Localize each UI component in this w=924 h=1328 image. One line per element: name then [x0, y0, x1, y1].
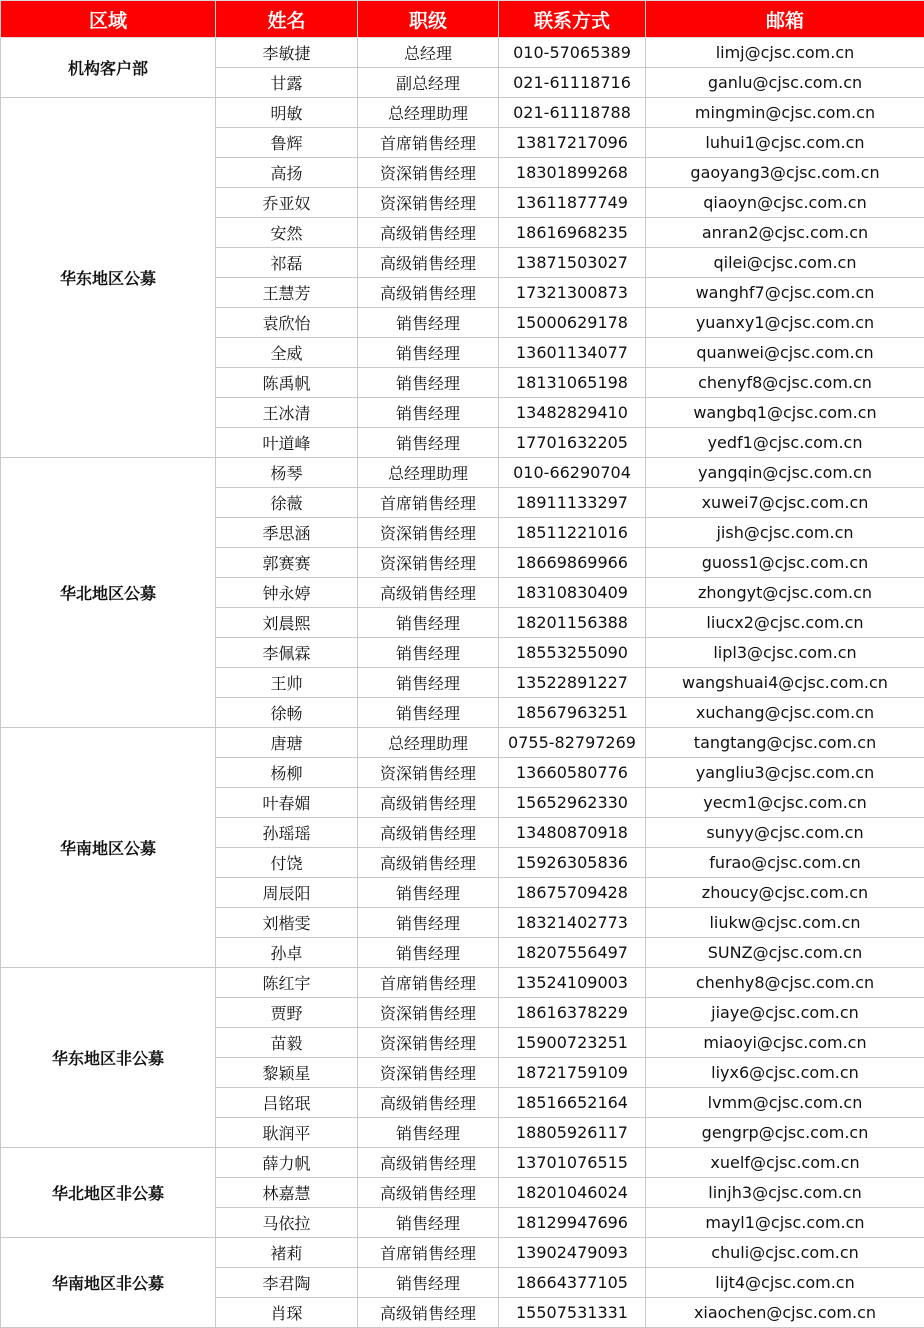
- phone-cell: 18201156388: [499, 608, 646, 638]
- title-cell: 资深销售经理: [358, 758, 499, 788]
- title-cell: 销售经理: [358, 638, 499, 668]
- email-cell: linjh3@cjsc.com.cn: [646, 1178, 924, 1208]
- email-cell: miaoyi@cjsc.com.cn: [646, 1028, 924, 1058]
- table-header: [1, 1, 924, 38]
- title-cell: 资深销售经理: [358, 518, 499, 548]
- name-cell: 苗毅: [216, 1028, 358, 1058]
- title-cell: 高级销售经理: [358, 848, 499, 878]
- header-title: 职级: [358, 1, 499, 38]
- phone-cell: 18675709428: [499, 878, 646, 908]
- name-cell: 袁欣怡: [216, 308, 358, 338]
- table-row: [1, 968, 924, 998]
- phone-cell: 18805926117: [499, 1118, 646, 1148]
- name-cell: 付饶: [216, 848, 358, 878]
- title-cell: 总经理助理: [358, 458, 499, 488]
- email-cell: yangliu3@cjsc.com.cn: [646, 758, 924, 788]
- title-cell: 销售经理: [358, 698, 499, 728]
- title-cell: 销售经理: [358, 308, 499, 338]
- name-cell: 季思涵: [216, 518, 358, 548]
- email-cell: xiaochen@cjsc.com.cn: [646, 1298, 924, 1328]
- phone-cell: 17321300873: [499, 278, 646, 308]
- email-cell: yecm1@cjsc.com.cn: [646, 788, 924, 818]
- title-cell: 销售经理: [358, 668, 499, 698]
- name-cell: 马依拉: [216, 1208, 358, 1238]
- title-cell: 总经理助理: [358, 98, 499, 128]
- email-cell: luhui1@cjsc.com.cn: [646, 128, 924, 158]
- title-cell: 资深销售经理: [358, 1028, 499, 1058]
- table-row: [1, 458, 924, 488]
- region-cell: 华南地区公募: [1, 728, 216, 968]
- title-cell: 销售经理: [358, 368, 499, 398]
- title-cell: 首席销售经理: [358, 968, 499, 998]
- name-cell: 杨柳: [216, 758, 358, 788]
- table-row: [1, 728, 924, 758]
- email-cell: tangtang@cjsc.com.cn: [646, 728, 924, 758]
- email-cell: ganlu@cjsc.com.cn: [646, 68, 924, 98]
- phone-cell: 15652962330: [499, 788, 646, 818]
- header-region: 区域: [1, 1, 216, 38]
- name-cell: 王帅: [216, 668, 358, 698]
- title-cell: 副总经理: [358, 68, 499, 98]
- name-cell: 鲁辉: [216, 128, 358, 158]
- phone-cell: 18207556497: [499, 938, 646, 968]
- title-cell: 资深销售经理: [358, 998, 499, 1028]
- title-cell: 高级销售经理: [358, 818, 499, 848]
- email-cell: yedf1@cjsc.com.cn: [646, 428, 924, 458]
- phone-cell: 18616968235: [499, 218, 646, 248]
- title-cell: 高级销售经理: [358, 788, 499, 818]
- name-cell: 唐瑭: [216, 728, 358, 758]
- email-cell: zhoucy@cjsc.com.cn: [646, 878, 924, 908]
- header-name: 姓名: [216, 1, 358, 38]
- phone-cell: 18129947696: [499, 1208, 646, 1238]
- phone-cell: 18616378229: [499, 998, 646, 1028]
- phone-cell: 13611877749: [499, 188, 646, 218]
- email-cell: chuli@cjsc.com.cn: [646, 1238, 924, 1268]
- phone-cell: 18553255090: [499, 638, 646, 668]
- email-cell: liyx6@cjsc.com.cn: [646, 1058, 924, 1088]
- title-cell: 高级销售经理: [358, 278, 499, 308]
- table-row: [1, 1238, 924, 1268]
- title-cell: 总经理: [358, 38, 499, 68]
- phone-cell: 18201046024: [499, 1178, 646, 1208]
- name-cell: 黎颖星: [216, 1058, 358, 1088]
- name-cell: 叶道峰: [216, 428, 358, 458]
- email-cell: wanghf7@cjsc.com.cn: [646, 278, 924, 308]
- email-cell: SUNZ@cjsc.com.cn: [646, 938, 924, 968]
- title-cell: 高级销售经理: [358, 1088, 499, 1118]
- name-cell: 陈红宇: [216, 968, 358, 998]
- email-cell: anran2@cjsc.com.cn: [646, 218, 924, 248]
- region-cell: 华北地区公募: [1, 458, 216, 728]
- name-cell: 全威: [216, 338, 358, 368]
- name-cell: 孙瑶瑶: [216, 818, 358, 848]
- name-cell: 甘露: [216, 68, 358, 98]
- name-cell: 孙卓: [216, 938, 358, 968]
- email-cell: limj@cjsc.com.cn: [646, 38, 924, 68]
- name-cell: 王慧芳: [216, 278, 358, 308]
- phone-cell: 021-61118788: [499, 98, 646, 128]
- title-cell: 销售经理: [358, 938, 499, 968]
- title-cell: 首席销售经理: [358, 128, 499, 158]
- email-cell: gaoyang3@cjsc.com.cn: [646, 158, 924, 188]
- name-cell: 刘晨熙: [216, 608, 358, 638]
- title-cell: 资深销售经理: [358, 158, 499, 188]
- title-cell: 总经理助理: [358, 728, 499, 758]
- phone-cell: 15926305836: [499, 848, 646, 878]
- name-cell: 贾野: [216, 998, 358, 1028]
- header-row: [1, 1, 924, 38]
- title-cell: 销售经理: [358, 1118, 499, 1148]
- title-cell: 资深销售经理: [358, 188, 499, 218]
- email-cell: wangshuai4@cjsc.com.cn: [646, 668, 924, 698]
- email-cell: sunyy@cjsc.com.cn: [646, 818, 924, 848]
- phone-cell: 13817217096: [499, 128, 646, 158]
- name-cell: 吕铭珉: [216, 1088, 358, 1118]
- name-cell: 安然: [216, 218, 358, 248]
- phone-cell: 13480870918: [499, 818, 646, 848]
- title-cell: 销售经理: [358, 428, 499, 458]
- phone-cell: 18567963251: [499, 698, 646, 728]
- phone-cell: 18669869966: [499, 548, 646, 578]
- phone-cell: 18664377105: [499, 1268, 646, 1298]
- title-cell: 首席销售经理: [358, 1238, 499, 1268]
- email-cell: xuwei7@cjsc.com.cn: [646, 488, 924, 518]
- title-cell: 销售经理: [358, 608, 499, 638]
- region-cell: 华东地区公募: [1, 98, 216, 458]
- name-cell: 郭赛赛: [216, 548, 358, 578]
- name-cell: 褚莉: [216, 1238, 358, 1268]
- title-cell: 资深销售经理: [358, 548, 499, 578]
- name-cell: 肖琛: [216, 1298, 358, 1328]
- email-cell: mayl1@cjsc.com.cn: [646, 1208, 924, 1238]
- region-cell: 华南地区非公募: [1, 1238, 216, 1328]
- name-cell: 刘楷雯: [216, 908, 358, 938]
- email-cell: zhongyt@cjsc.com.cn: [646, 578, 924, 608]
- email-cell: chenyf8@cjsc.com.cn: [646, 368, 924, 398]
- name-cell: 乔亚奴: [216, 188, 358, 218]
- header-email: 邮箱: [646, 1, 924, 38]
- title-cell: 高级销售经理: [358, 248, 499, 278]
- email-cell: guoss1@cjsc.com.cn: [646, 548, 924, 578]
- email-cell: lipl3@cjsc.com.cn: [646, 638, 924, 668]
- title-cell: 高级销售经理: [358, 1298, 499, 1328]
- title-cell: 高级销售经理: [358, 1178, 499, 1208]
- name-cell: 李佩霖: [216, 638, 358, 668]
- name-cell: 耿润平: [216, 1118, 358, 1148]
- email-cell: mingmin@cjsc.com.cn: [646, 98, 924, 128]
- email-cell: wangbq1@cjsc.com.cn: [646, 398, 924, 428]
- name-cell: 杨琴: [216, 458, 358, 488]
- name-cell: 薛力帆: [216, 1148, 358, 1178]
- email-cell: lijt4@cjsc.com.cn: [646, 1268, 924, 1298]
- region-cell: 华北地区非公募: [1, 1148, 216, 1238]
- phone-cell: 18321402773: [499, 908, 646, 938]
- phone-cell: 010-66290704: [499, 458, 646, 488]
- phone-cell: 010-57065389: [499, 38, 646, 68]
- phone-cell: 18911133297: [499, 488, 646, 518]
- email-cell: qilei@cjsc.com.cn: [646, 248, 924, 278]
- phone-cell: 021-61118716: [499, 68, 646, 98]
- name-cell: 陈禹帆: [216, 368, 358, 398]
- phone-cell: 0755-82797269: [499, 728, 646, 758]
- title-cell: 销售经理: [358, 398, 499, 428]
- email-cell: yangqin@cjsc.com.cn: [646, 458, 924, 488]
- name-cell: 李君陶: [216, 1268, 358, 1298]
- email-cell: furao@cjsc.com.cn: [646, 848, 924, 878]
- email-cell: xuchang@cjsc.com.cn: [646, 698, 924, 728]
- title-cell: 高级销售经理: [358, 1148, 499, 1178]
- phone-cell: 13524109003: [499, 968, 646, 998]
- name-cell: 钟永婷: [216, 578, 358, 608]
- table-row: [1, 98, 924, 128]
- phone-cell: 17701632205: [499, 428, 646, 458]
- phone-cell: 13660580776: [499, 758, 646, 788]
- phone-cell: 18310830409: [499, 578, 646, 608]
- phone-cell: 18131065198: [499, 368, 646, 398]
- phone-cell: 13482829410: [499, 398, 646, 428]
- phone-cell: 18511221016: [499, 518, 646, 548]
- email-cell: chenhy8@cjsc.com.cn: [646, 968, 924, 998]
- table-row: [1, 1148, 924, 1178]
- name-cell: 高扬: [216, 158, 358, 188]
- header-phone: 联系方式: [499, 1, 646, 38]
- title-cell: 销售经理: [358, 908, 499, 938]
- name-cell: 王冰清: [216, 398, 358, 428]
- email-cell: lvmm@cjsc.com.cn: [646, 1088, 924, 1118]
- email-cell: xuelf@cjsc.com.cn: [646, 1148, 924, 1178]
- title-cell: 销售经理: [358, 1268, 499, 1298]
- region-cell: 华东地区非公募: [1, 968, 216, 1148]
- title-cell: 销售经理: [358, 1208, 499, 1238]
- name-cell: 林嘉慧: [216, 1178, 358, 1208]
- table-row: [1, 38, 924, 68]
- title-cell: 销售经理: [358, 338, 499, 368]
- title-cell: 高级销售经理: [358, 578, 499, 608]
- email-cell: jiaye@cjsc.com.cn: [646, 998, 924, 1028]
- name-cell: 周辰阳: [216, 878, 358, 908]
- title-cell: 首席销售经理: [358, 488, 499, 518]
- email-cell: liukw@cjsc.com.cn: [646, 908, 924, 938]
- email-cell: qiaoyn@cjsc.com.cn: [646, 188, 924, 218]
- email-cell: jish@cjsc.com.cn: [646, 518, 924, 548]
- phone-cell: 13601134077: [499, 338, 646, 368]
- name-cell: 叶春媚: [216, 788, 358, 818]
- phone-cell: 13902479093: [499, 1238, 646, 1268]
- title-cell: 销售经理: [358, 878, 499, 908]
- phone-cell: 13522891227: [499, 668, 646, 698]
- email-cell: gengrp@cjsc.com.cn: [646, 1118, 924, 1148]
- name-cell: 李敏捷: [216, 38, 358, 68]
- phone-cell: 18721759109: [499, 1058, 646, 1088]
- email-cell: liucx2@cjsc.com.cn: [646, 608, 924, 638]
- phone-cell: 13871503027: [499, 248, 646, 278]
- region-cell: 机构客户部: [1, 38, 216, 98]
- phone-cell: 15900723251: [499, 1028, 646, 1058]
- phone-cell: 18301899268: [499, 158, 646, 188]
- email-cell: quanwei@cjsc.com.cn: [646, 338, 924, 368]
- name-cell: 徐畅: [216, 698, 358, 728]
- phone-cell: 18516652164: [499, 1088, 646, 1118]
- name-cell: 祁磊: [216, 248, 358, 278]
- phone-cell: 15507531331: [499, 1298, 646, 1328]
- title-cell: 资深销售经理: [358, 1058, 499, 1088]
- title-cell: 高级销售经理: [358, 218, 499, 248]
- phone-cell: 15000629178: [499, 308, 646, 338]
- email-cell: yuanxy1@cjsc.com.cn: [646, 308, 924, 338]
- name-cell: 明敏: [216, 98, 358, 128]
- table-body: [1, 38, 924, 1328]
- name-cell: 徐薇: [216, 488, 358, 518]
- phone-cell: 13701076515: [499, 1148, 646, 1178]
